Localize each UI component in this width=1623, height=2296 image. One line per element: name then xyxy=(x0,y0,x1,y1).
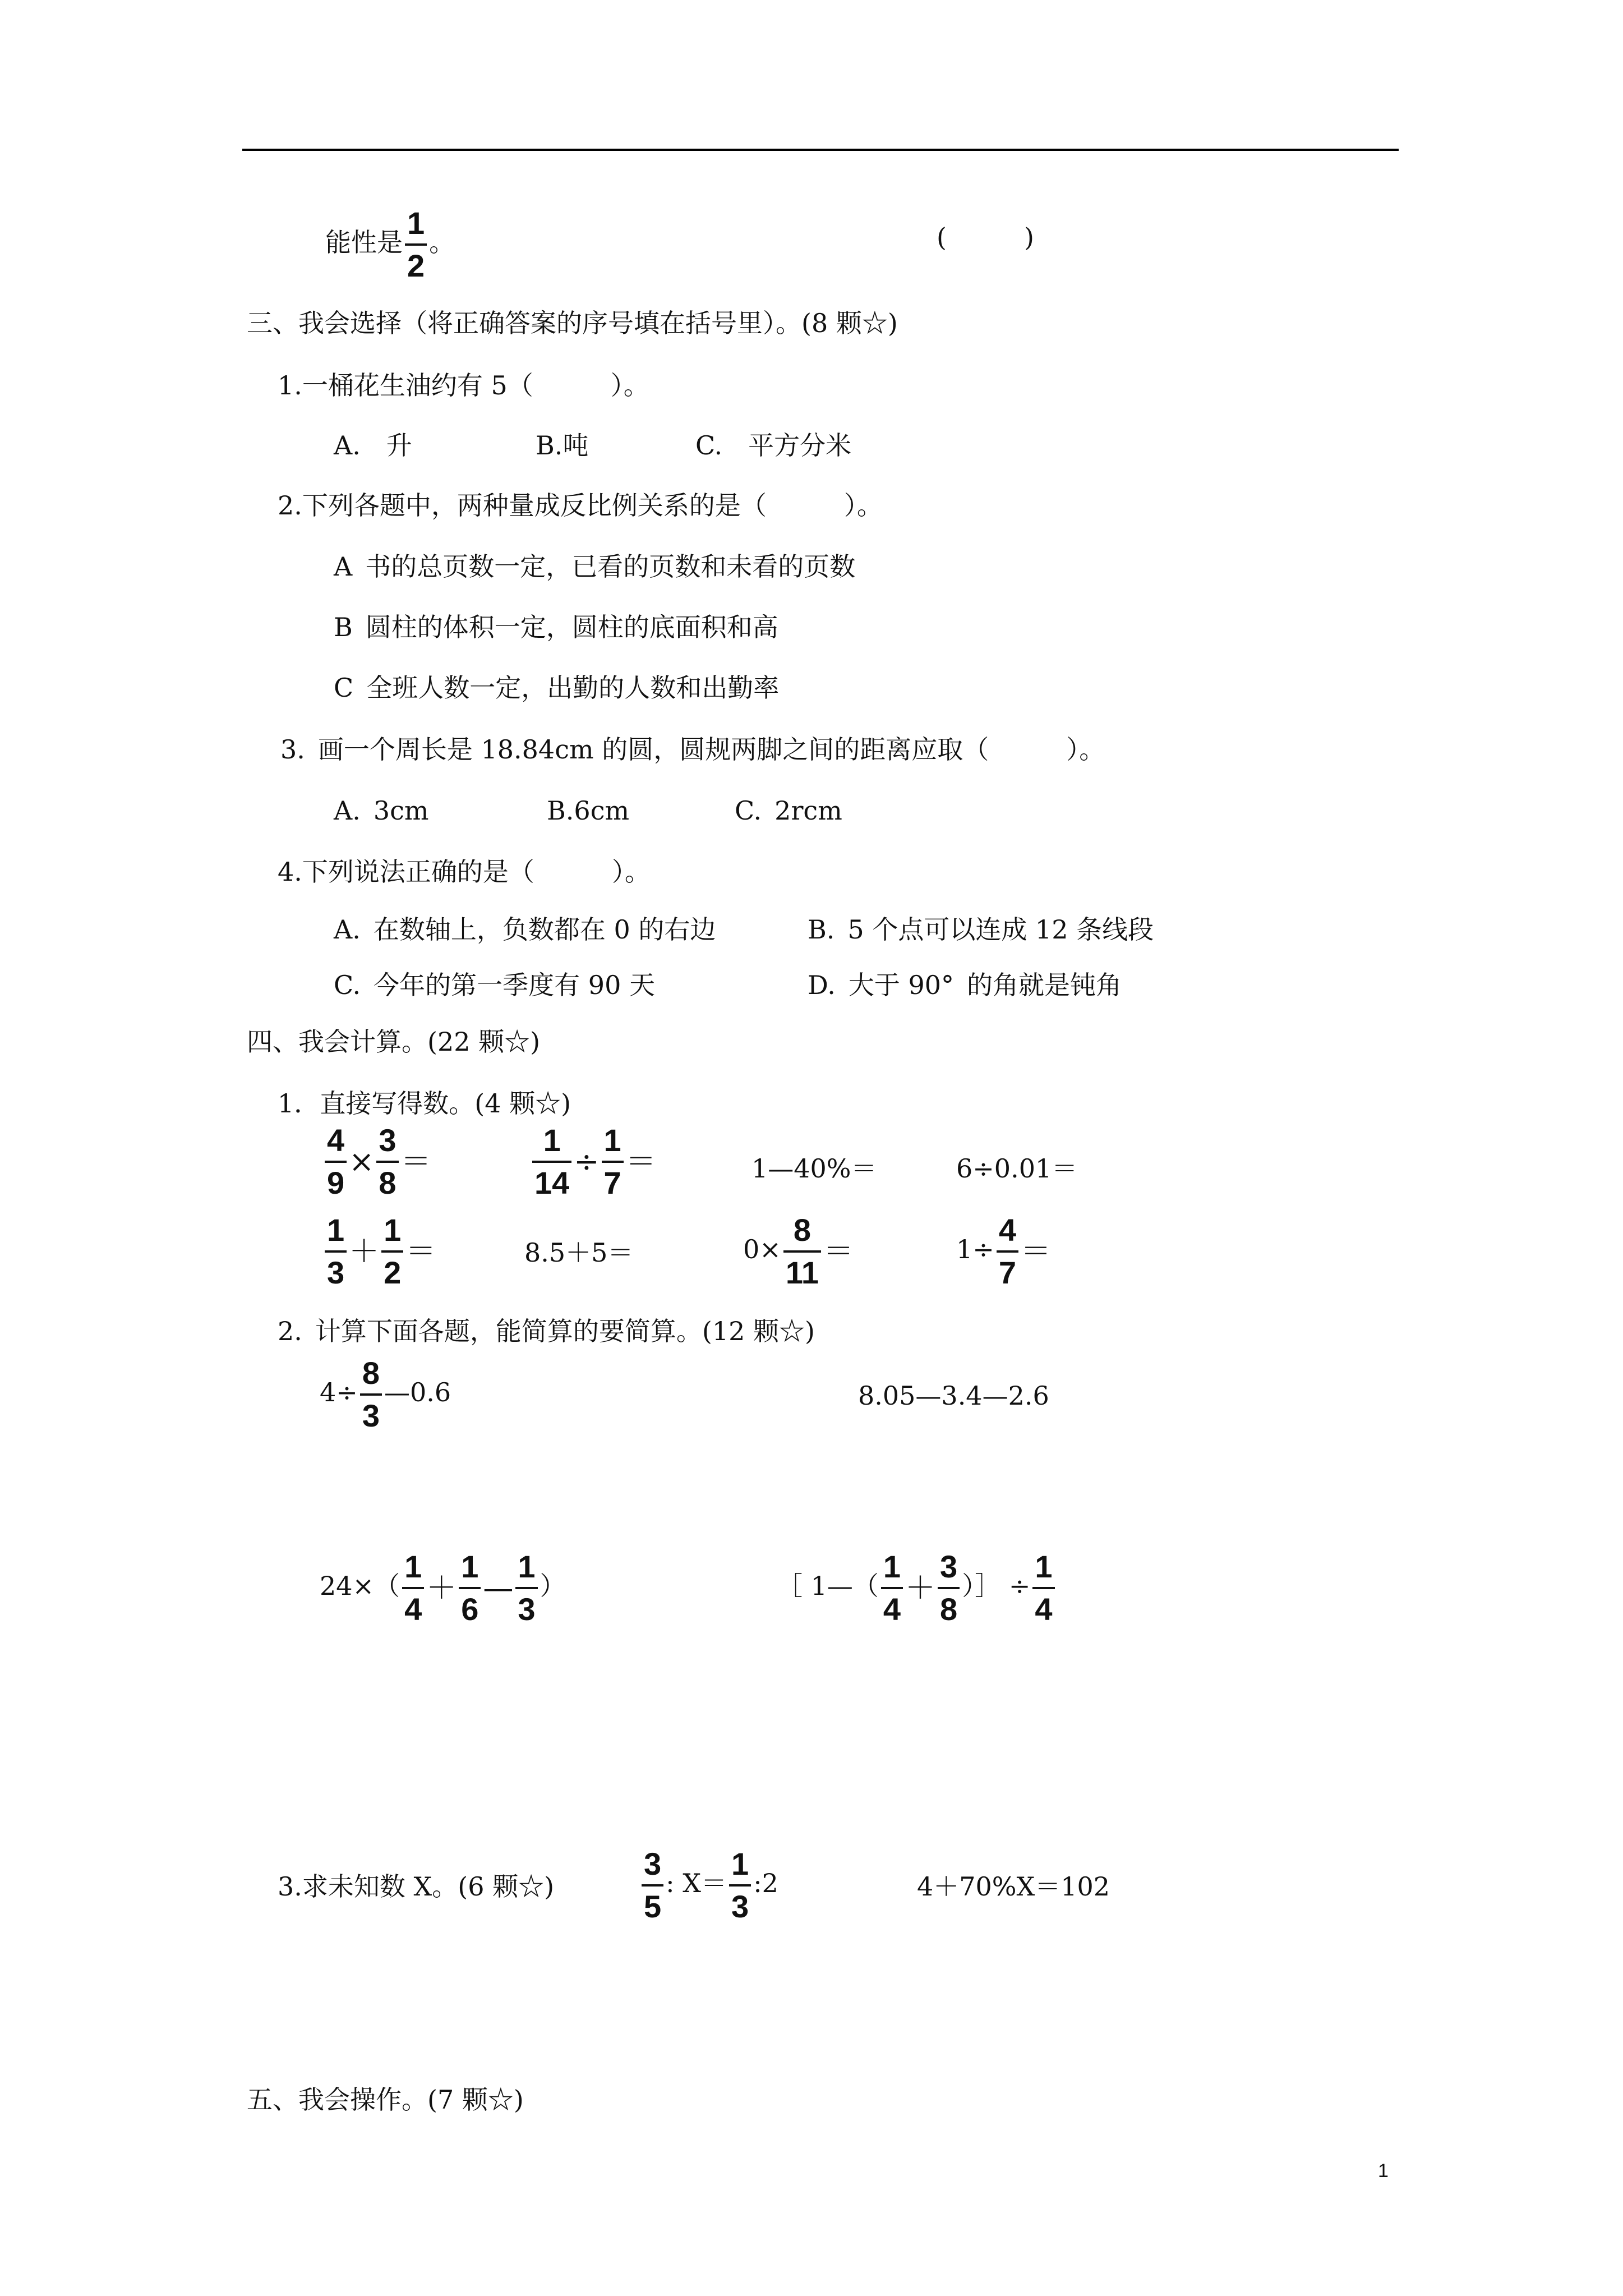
q1-option-b: B.吨 xyxy=(536,430,589,461)
fraction: $\frac{1}{7}$ xyxy=(602,1125,624,1199)
header-rule xyxy=(242,149,1399,151)
fraction: $\frac{4}{9}$ xyxy=(325,1125,347,1199)
section-5-title: 五、我会操作。(7 颗☆) xyxy=(247,2085,524,2115)
statement-text: 能性是 xyxy=(325,227,403,257)
expression-8: 1÷ $\frac{4}{7}$ ＝ xyxy=(956,1212,1051,1290)
q4-option-c: C. 今年的第一季度有 90 天 xyxy=(334,970,655,1000)
expression-6: 8.5＋5＝ xyxy=(524,1237,634,1268)
equation-2: 4＋70%X＝102 xyxy=(917,1871,1110,1902)
expression-5: $\frac{1}{3}$ ＋ $\frac{1}{2}$ ＝ xyxy=(322,1214,436,1289)
q2-option-a: A 书的总页数一定，已看的页数和未看的页数 xyxy=(334,551,856,582)
expression-4: 6÷0.01＝ xyxy=(956,1153,1078,1184)
q1-stem: 1.一桶花生油约有 5（ ）。 xyxy=(278,370,649,401)
q4-option-d: D. 大于 90° 的角就是钝角 xyxy=(808,970,1122,1000)
expression-3: 1—40%＝ xyxy=(751,1153,877,1184)
q1-option-a: A. 升 xyxy=(334,430,412,461)
fraction: $\frac{1}{3}$ xyxy=(729,1848,751,1922)
fraction: $\frac{1}{2}$ xyxy=(381,1214,403,1289)
fraction: $\frac{1}{3}$ xyxy=(325,1214,347,1289)
fraction: $\frac{1}{4}$ xyxy=(1032,1551,1054,1625)
expression-7: 0× $\frac{8}{11}$ ＝ xyxy=(743,1212,854,1290)
part3-title: 3.求未知数 X。(6 颗☆) xyxy=(278,1871,555,1902)
part2-title: 2. 计算下面各题，能简算的要简算。(12 颗☆) xyxy=(278,1316,815,1346)
expression-2: $\frac{1}{14}$ ÷ $\frac{1}{7}$ ＝ xyxy=(530,1125,656,1199)
equation-1: $\frac{3}{5}$ : X＝ $\frac{1}{3}$ :2 xyxy=(639,1848,778,1922)
calc-1: 4÷ $\frac{8}{3}$ —0.6 xyxy=(320,1355,451,1433)
statement-end: 。 xyxy=(429,227,455,257)
fraction: $\frac{1}{6}$ xyxy=(459,1551,481,1625)
fraction: $\frac{8}{11}$ xyxy=(783,1214,821,1289)
fraction: $\frac{1}{2}$ xyxy=(405,208,427,282)
calc-3: 24×（ $\frac{1}{4}$ ＋ $\frac{1}{6}$ — $\frac{1}{3}$ ） xyxy=(320,1549,566,1627)
fraction: $\frac{8}{3}$ xyxy=(360,1358,382,1432)
q1-option-c: C. 平方分米 xyxy=(695,430,852,461)
fraction: $\frac{1}{3}$ xyxy=(515,1551,537,1625)
q2-option-b: B 圆柱的体积一定，圆柱的底面积和高 xyxy=(334,612,778,642)
fraction: $\frac{3}{8}$ xyxy=(376,1125,398,1199)
q4-stem: 4.下列说法正确的是（ ）。 xyxy=(278,857,651,887)
fraction: $\frac{4}{7}$ xyxy=(997,1214,1018,1289)
q4-option-b: B. 5 个点可以连成 12 条线段 xyxy=(808,914,1154,945)
fraction: $\frac{1}{14}$ xyxy=(532,1125,571,1199)
q3-option-c: C. 2rcm xyxy=(735,795,842,826)
continued-statement xyxy=(325,205,455,283)
fraction: $\frac{3}{8}$ xyxy=(938,1551,960,1625)
q3-option-a: A. 3cm xyxy=(334,795,429,826)
calc-4: ［ 1—（ $\frac{1}{4}$ ＋ $\frac{3}{8}$ ）］ ÷ $\frac{1}{4}$ xyxy=(777,1551,1057,1625)
q2-option-c: C 全班人数一定，出勤的人数和出勤率 xyxy=(334,673,780,703)
q4-option-a: A. 在数轴上，负数都在 0 的右边 xyxy=(334,914,716,945)
q3-option-b: B.6cm xyxy=(547,795,630,826)
q3-stem: 3. 画一个周长是 18.84cm 的圆，圆规两脚之间的距离应取（ ）。 xyxy=(280,734,1105,765)
expression-1: $\frac{4}{9}$ × $\frac{3}{8}$ ＝ xyxy=(322,1125,431,1199)
fraction: $\frac{3}{5}$ xyxy=(642,1848,663,1922)
answer-paren: ( ) xyxy=(937,222,1034,252)
page-number: 1 xyxy=(1378,2160,1389,2182)
q2-stem: 2.下列各题中，两种量成反比例关系的是（ ）。 xyxy=(278,490,883,521)
fraction: $\frac{1}{4}$ xyxy=(402,1551,424,1625)
calc-2: 8.05—3.4—2.6 xyxy=(858,1381,1049,1411)
fraction: $\frac{1}{4}$ xyxy=(881,1551,903,1625)
section-4-title: 四、我会计算。(22 颗☆) xyxy=(247,1027,541,1057)
section-3-title: 三、我会选择（将正确答案的序号填在括号里）。(8 颗☆) xyxy=(247,308,898,338)
part1-title: 1．直接写得数。(4 颗☆) xyxy=(278,1088,571,1119)
